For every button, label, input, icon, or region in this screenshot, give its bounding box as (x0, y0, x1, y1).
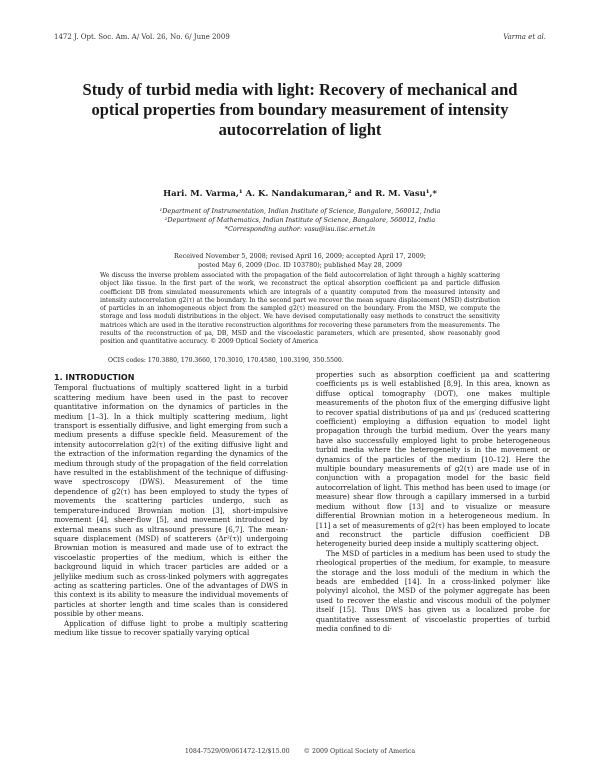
received-line-1: Received November 5, 2008; revised April 16, 2009; accepted April 17, 2009; (174, 252, 426, 260)
author-list: Hari. M. Varma,¹ A. K. Nandakumaran,² and R. M. Vasu¹,* (163, 189, 437, 199)
left-paragraph-1: Temporal fluctuations of multiply scattered light in a turbid scattering medium have been used in the past to recover quantitative information on the dynamics of particles in the medium [1–3]. In a thick multiply scattering medium, light transport is essentially diffusive, and light emerging from such a medium presents a diffuse speckle field. Measurement of the intensity autocorrelation g2(τ) of the exiting diffusive light and the extraction of the information regarding the dynamics of the medium through study of the propagation of the field correlation have resulted in the establishment of the technique of diffusing-wave spectroscopy (DWS). Measurement of the time dependence of g2(τ) has been employed to study the types of movements the scattering particles undergo, such as temperature-induced Brownian motion [3], short-impulsive movement [4], sheer-flow [5], and movement introduced by external means such as ultrasound pressure [6,7]. The mean-square displacement (MSD) of scatterers ⟨Δr²(τ)⟩ undergoing Brownian motion is measured and made use of to extract the viscoelastic properties of the medium, which is either the background liquid in which tracer particles are added or a jellylike medium such as cross-linked polymers with aggregates acting as scattering particles. One of the advantages of DWS in this context is its ability to measure the individual movements of particles at shorter length and time scales than is considered possible by other means. (54, 383, 288, 619)
right-paragraph-1: properties such as absorption coefficient μa and scattering coefficients μs is well established [8,9]. In this area, known as diffuse optical tomography (DOT), one makes multiple measurements of the photon flux of the emerging diffusive light to recover spatial distributions of μa and μs′ (reduced scattering coefficient) employing a diffusion equation to model light propagation through the turbid medium. Over the years many have also successfully employed light to probe heterogeneous turbid media where the heterogeneity is in the movement or dynamics of the particles of the medium [10–12]. Here the multiple boundary measurements of g2(τ) are made use of in conjunction with a propagation model for the basic field autocorrelation of light. This method has been used to image (or measure) shear flow through a capillary immersed in a turbid medium without flow [13] and to visualize or measure differential Brownian motion in a heterogeneous medium. In [11] a set of measurements of g2(τ) has been employed to locate and reconstruct the particle diffusion coefficient DB heterogeneity buried deep inside a multiply scattering object. (316, 370, 550, 549)
affiliations (0, 207, 600, 234)
abstract: We discuss the inverse problem associated with the propagation of the field autocorrelation of light through a highly scattering object like tissue. In the first part of the work, we reconstruct the optical absorption coefficient μa and particle diffusion coefficient DB from simulated measurements which are integrals of a quantity computed from the measured intensity and intensity autocorrelation g2(τ) at the boundary. In the second part we recover the mean square displacement (MSD) distribution of particles in an inhomogeneous object from the sampled g2(τ) measured on the boundary. From the MSD, we compute the storage and loss moduli distributions in the object. We have devised computationally easy methods to construct the sensitivity matrices which are used in the iterative reconstruction algorithms for recovering these parameters from the measurements. The results of the reconstruction of μa, DB, MSD and the viscoelastic parameters, which are presented, show reasonably good position and quantitative accuracy. © 2009 Optical Society of America (100, 272, 500, 346)
footer-issn: 1084-7529/09/061472-12/$15.00 (184, 748, 290, 755)
section-heading: 1. INTRODUCTION (54, 373, 135, 382)
affiliation-2: ²Department of Mathematics, Indian Institute of Science, Bangalore, 560012, India (164, 216, 436, 224)
running-header-left: 1472 J. Opt. Soc. Am. A/ Vol. 26, No. 6/ June 2009 (54, 33, 230, 41)
right-paragraph-2: The MSD of particles in a medium has been used to study the rheological properties of the medium, for example, to measure the storage and the loss moduli of the medium in which the beads are embedded [14]. In a cross-linked polymer like polyvinyl alcohol, the MSD of the polymer aggregate has been used to recover the elastic and viscous moduli of the polymer itself [15]. Thus DWS has given us a localized probe for quantitative assessment of viscoelastic properties of turbid media confined to di- (316, 548, 550, 633)
left-paragraph-2: Application of diffuse light to probe a multiply scattering medium like tissue to recover spatially varying optical (54, 618, 288, 637)
affiliation-1: ¹Department of Instrumentation, Indian Institute of Science, Bangalore, 560012, India (159, 207, 441, 215)
footer-copyright: © 2009 Optical Society of America (303, 748, 416, 755)
ocis-codes: OCIS codes: 170.3880, 170.3660, 170.3010, 170.4580, 100.3190, 350.5500. (108, 357, 344, 364)
corresponding-author: *Corresponding author: vasu@isu.iisc.ernet.in (224, 225, 376, 233)
footer (0, 748, 600, 755)
left-column (54, 370, 288, 637)
right-column (316, 370, 550, 633)
running-header-right: Varma et al. (503, 33, 546, 41)
received-line-2: posted May 6, 2009 (Doc. ID 103780); published May 28, 2009 (197, 260, 403, 269)
received-dates (0, 252, 600, 269)
paper-title: Study of turbid media with light: Recovery of mechanical and optical properties from boundary measurement of intensity autocorrelation of light (82, 80, 518, 139)
